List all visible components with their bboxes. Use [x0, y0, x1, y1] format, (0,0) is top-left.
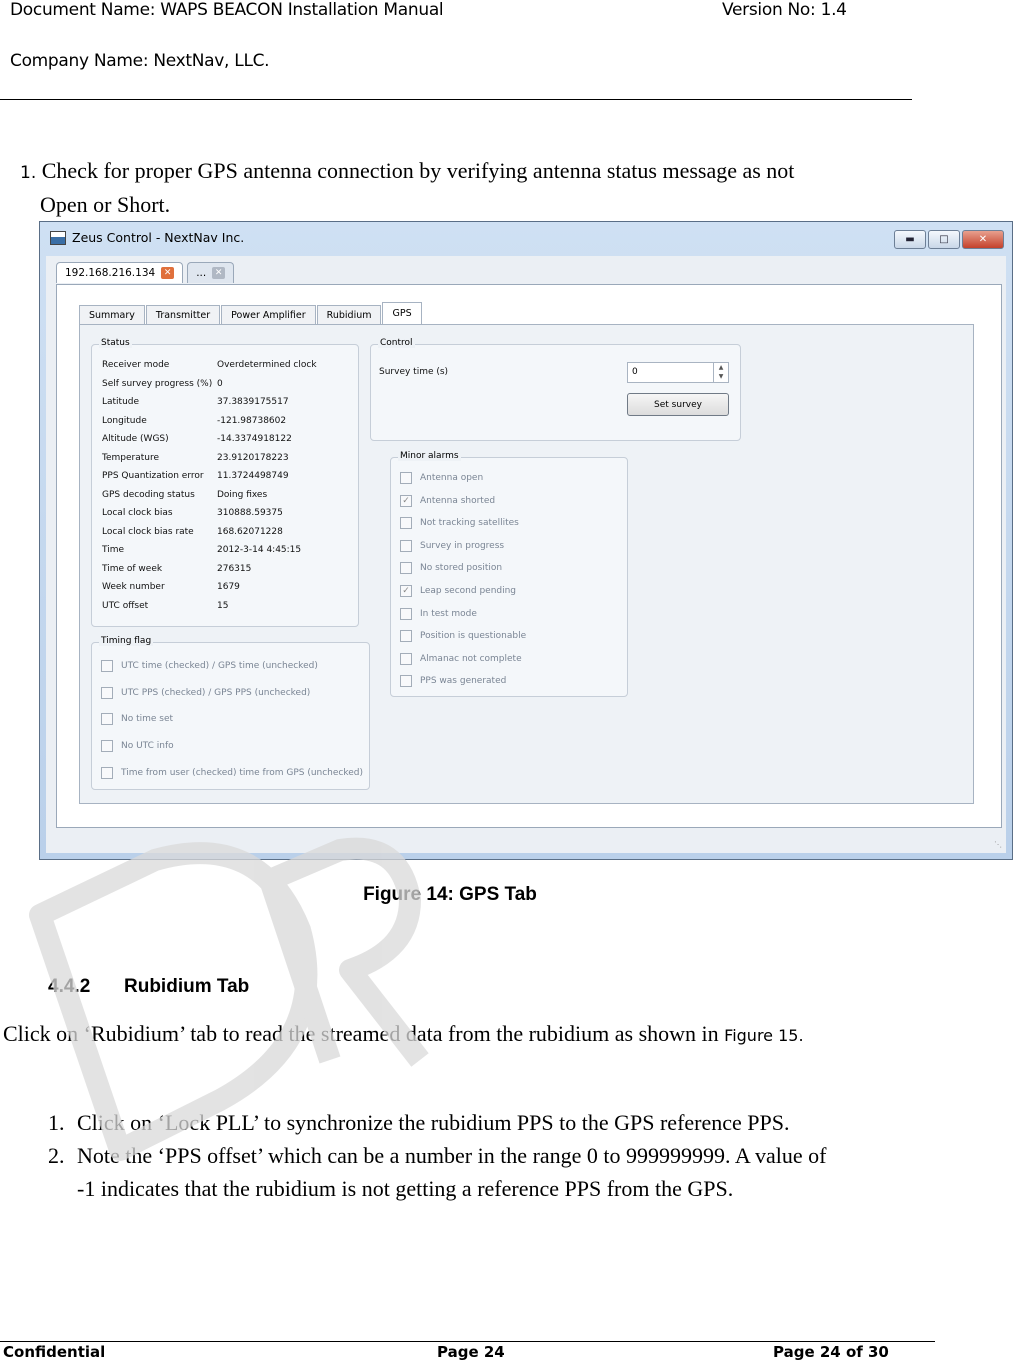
tab-summary[interactable]: Summary — [79, 305, 145, 324]
list-item — [48, 1106, 898, 1139]
app-icon — [50, 231, 66, 245]
status-value: 0 — [217, 378, 223, 389]
window-client — [46, 256, 1006, 853]
alarm-label: Antenna shorted — [420, 495, 496, 506]
checkbox-box[interactable] — [101, 660, 113, 672]
status-label: UTC offset — [102, 600, 149, 611]
section-heading — [48, 976, 249, 998]
alarm-checkbox[interactable] — [400, 653, 522, 665]
checkbox-box[interactable] — [400, 472, 412, 484]
status-label: Latitude — [102, 397, 140, 407]
tab-device-ip-label: 192.168.216.134 — [65, 267, 156, 279]
alarm-checkbox[interactable] — [400, 562, 502, 574]
timing-flag-checkbox[interactable] — [101, 767, 363, 779]
status-label: Week number — [102, 582, 165, 592]
tab-transmitter[interactable]: Transmitter — [146, 305, 220, 324]
alarm-label: Position is questionable — [420, 631, 527, 642]
list-item-text: Click on ‘Lock PLL’ to synchronize the rubidium PPS to the GPS reference PPS. — [77, 1110, 790, 1135]
watermark-text: DRAFT — [0, 0, 4, 1]
list-item — [48, 1139, 848, 1205]
tab-more[interactable] — [187, 262, 234, 283]
paragraph-end: . — [798, 1026, 804, 1045]
checkbox-box[interactable] — [101, 687, 113, 699]
maximize-button[interactable]: □ — [928, 230, 960, 249]
status-label: PPS Quantization error — [102, 471, 204, 481]
list-item-number: 2. — [48, 1143, 65, 1168]
tab-more-label: ... — [196, 267, 207, 279]
checkmark-icon[interactable]: ✓ — [400, 585, 412, 597]
status-value: 168.62071228 — [217, 526, 283, 537]
header-rule — [0, 99, 912, 100]
checkbox-box[interactable] — [400, 630, 412, 642]
list-item-number: 1. — [48, 1110, 65, 1135]
close-tab-more-icon[interactable]: ✕ — [212, 267, 225, 279]
timing-flag-title: Timing flag — [101, 636, 152, 646]
tab-gps[interactable]: GPS — [382, 302, 421, 324]
alarm-label: Not tracking satellites — [420, 518, 519, 529]
timing-flag-label: UTC time (checked) / GPS time (unchecked) — [121, 661, 318, 671]
status-group-title: Status — [101, 338, 130, 348]
footer-page: Page 24 — [437, 1343, 505, 1361]
footer-confidential: Confidential — [3, 1343, 106, 1361]
alarm-checkbox[interactable] — [400, 585, 516, 597]
status-value: 15 — [217, 600, 229, 611]
checkbox-box[interactable] — [101, 713, 113, 725]
timing-flag-label: Time from user (checked) time from GPS (unchecked) — [121, 767, 364, 778]
step-1-line2: Open or Short. — [40, 192, 171, 217]
paragraph-text: Click on ‘Rubidium’ tab to read the streamed data from the rubidium as shown in — [3, 1021, 725, 1046]
close-tab-icon[interactable]: ✕ — [161, 267, 174, 279]
minor-alarms-group — [390, 451, 628, 697]
alarm-checkbox[interactable] — [400, 495, 495, 507]
checkbox-box[interactable] — [400, 562, 412, 574]
status-value: -14.3374918122 — [217, 434, 292, 444]
close-button[interactable]: ✕ — [962, 230, 1004, 249]
list-item-text: Note the ‘PPS offset’ which can be a number in the range 0 to 999999999. A value of -1 indicates that the rubidium is not getting a reference PPS from the GPS. — [77, 1143, 827, 1201]
alarm-checkbox[interactable] — [400, 540, 504, 552]
alarm-label: No stored position — [420, 563, 503, 574]
zeus-control-window — [39, 221, 1013, 860]
alarm-label: Antenna open — [420, 473, 484, 483]
alarm-checkbox[interactable] — [400, 675, 506, 687]
alarm-checkbox[interactable] — [400, 472, 483, 484]
status-label: Time — [102, 545, 125, 555]
status-value: -121.98738602 — [217, 415, 287, 426]
status-value: 1679 — [217, 582, 240, 592]
alarm-checkbox[interactable] — [400, 517, 519, 529]
status-value: Doing fixes — [217, 489, 268, 500]
checkbox-box[interactable] — [400, 608, 412, 620]
checkbox-box[interactable] — [400, 540, 412, 552]
step-1-line1: Check for proper GPS antenna connection by verifying antenna status message as not — [41, 158, 795, 183]
timing-flag-checkbox[interactable] — [101, 713, 173, 725]
status-label: Receiver mode — [102, 360, 170, 370]
timing-flag-label: No time set — [121, 714, 174, 725]
timing-flag-label: No UTC info — [121, 741, 174, 752]
footer-rule — [0, 1341, 935, 1342]
status-label: Altitude (WGS) — [102, 434, 169, 444]
step-1 — [20, 155, 920, 221]
status-label: Local clock bias — [102, 508, 173, 518]
status-value: 23.9120178223 — [217, 452, 289, 463]
minor-alarms-title: Minor alarms — [400, 451, 459, 461]
section-number: 4.4.2 — [48, 976, 91, 997]
status-label: GPS decoding status — [102, 489, 195, 500]
timing-flag-checkbox[interactable] — [101, 660, 318, 672]
window-title: Zeus Control - NextNav Inc. — [72, 230, 245, 245]
figure-reference: Figure 15 — [724, 1026, 799, 1045]
tab-rubidium[interactable]: Rubidium — [317, 305, 382, 324]
alarm-label: Leap second pending — [420, 586, 517, 596]
survey-time-label: Survey time (s) — [379, 367, 449, 377]
alarm-checkbox[interactable] — [400, 608, 477, 620]
checkbox-box[interactable] — [400, 653, 412, 665]
device-page — [56, 284, 1002, 828]
step-1-number: 1. — [20, 163, 37, 183]
control-group — [370, 338, 741, 441]
alarm-label: Survey in progress — [420, 540, 505, 551]
status-value: 276315 — [217, 563, 252, 574]
alarm-checkbox[interactable] — [400, 630, 526, 642]
survey-time-input[interactable] — [627, 362, 729, 383]
version-number: Version No: 1.4 — [722, 0, 847, 20]
checkbox-box[interactable] — [101, 767, 113, 779]
minimize-button[interactable]: ▬ — [894, 230, 926, 249]
timing-flag-group — [91, 636, 370, 790]
status-label: Local clock bias rate — [102, 526, 194, 537]
tab-power-amplifier[interactable]: Power Amplifier — [221, 305, 316, 324]
status-value: 2012-3-14 4:45:15 — [217, 545, 302, 555]
set-survey-button[interactable]: Set survey — [627, 393, 729, 416]
control-group-title: Control — [380, 338, 413, 348]
checkbox-box[interactable] — [400, 517, 412, 529]
alarm-label: In test mode — [420, 608, 477, 619]
timing-flag-checkbox[interactable] — [101, 740, 174, 752]
status-value: 37.3839175517 — [217, 397, 289, 407]
alarm-label: Almanac not complete — [420, 653, 522, 664]
status-label: Time of week — [102, 563, 163, 574]
survey-time-value: 0 — [632, 367, 638, 377]
resize-grip-icon[interactable]: ⋱ — [994, 840, 1002, 849]
alarm-label: PPS was generated — [420, 676, 507, 687]
rubidium-paragraph — [3, 1018, 903, 1052]
status-value: Overdetermined clock — [217, 360, 317, 370]
title-bar[interactable] — [40, 222, 1012, 256]
figure-caption: Figure 14: GPS Tab — [363, 884, 537, 905]
gps-tab-panel — [79, 324, 974, 804]
timing-flag-label: UTC PPS (checked) / GPS PPS (unchecked) — [121, 687, 311, 698]
checkbox-box[interactable] — [400, 675, 412, 687]
status-group — [91, 338, 359, 627]
checkmark-icon[interactable]: ✓ — [400, 495, 412, 507]
doc-name: Document Name: WAPS BEACON Installation Manual — [10, 0, 444, 20]
checkbox-box[interactable] — [101, 740, 113, 752]
tab-device-ip[interactable] — [56, 262, 183, 283]
status-label: Self survey progress (%) — [102, 378, 213, 389]
status-value: 310888.59375 — [217, 508, 283, 518]
status-value: 11.3724498749 — [217, 471, 289, 481]
status-label: Temperature — [102, 452, 160, 463]
section-title: Rubidium Tab — [124, 976, 250, 997]
company-name: Company Name: NextNav, LLC. — [10, 51, 270, 71]
timing-flag-checkbox[interactable] — [101, 687, 310, 699]
status-label: Longitude — [102, 415, 147, 426]
footer-page-of: Page 24 of 30 — [773, 1343, 889, 1361]
spinner-arrows-icon[interactable]: ▲ ▼ — [713, 363, 728, 382]
